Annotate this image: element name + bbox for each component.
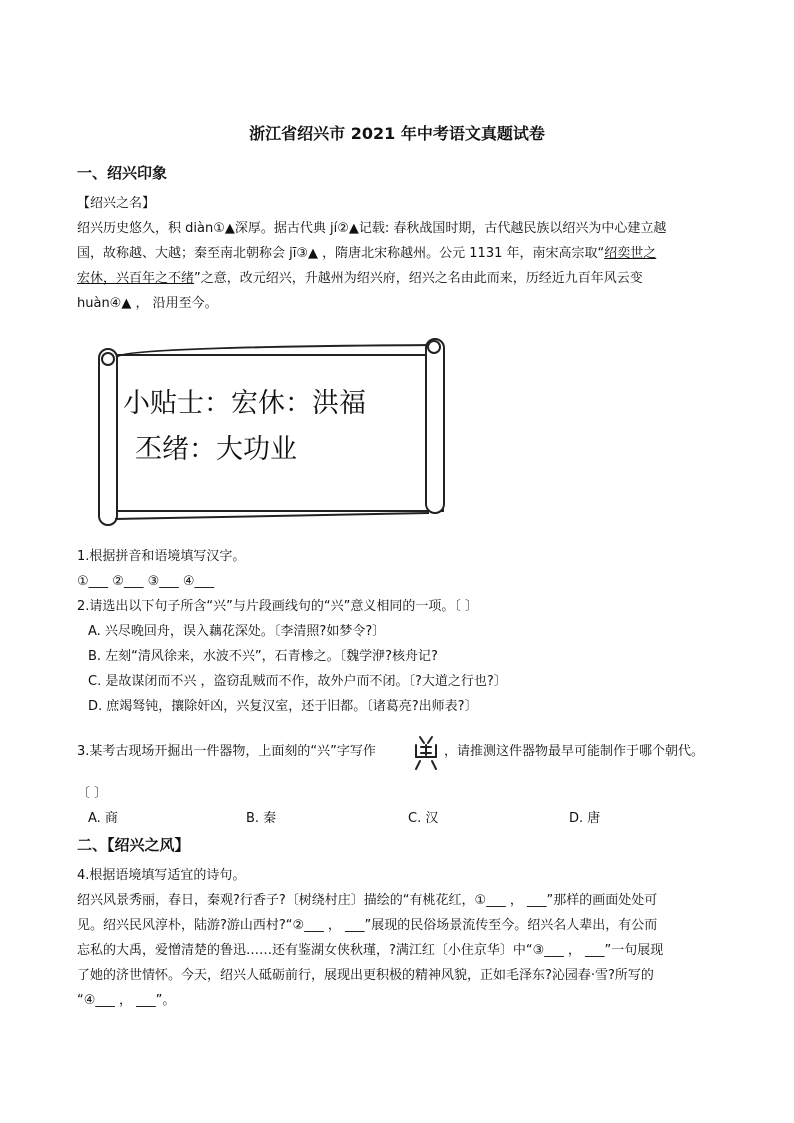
passage-line-4: [77, 295, 218, 313]
scroll-tip-figure: [93, 333, 458, 530]
question-3-option-c: C. 汉: [408, 811, 439, 826]
question-2-option-b: B. 左刻“清风徐来，水波不兴”，石青椮之。〔魏学洢?核舟记?: [88, 649, 438, 664]
question-2-option-c: C. 是故谋闭而不兴 ，盗窃乱贼而不作，故外户而不闭。〔?大道之行也?〕: [88, 674, 507, 689]
question-4-line-5: “④___ ， ___”。: [77, 993, 176, 1008]
question-1: 1.根据拼音和语境填写汉字。: [77, 549, 246, 564]
question-4-line-1: 绍兴风景秀丽，春日，秦观?行香子?〔树绕村庄〕描绘的“有桃花红，①___ ， ___”那样的画面处处可: [77, 893, 658, 908]
ancient-xing-glyph-icon: [412, 733, 440, 771]
question-2-option-a: A. 兴尽晚回舟，误入藕花深处。〔李清照?如梦令?〕: [88, 624, 386, 639]
question-3-text-after: ，请推测这件器物最早可能制作于哪个朝代。: [444, 744, 705, 759]
passage-line-1: [77, 220, 666, 238]
underlined-quote: 绍奕世之: [604, 246, 657, 261]
question-1-blanks: ①___ ②___ ③___ ④___: [77, 574, 215, 589]
question-4-line-3: 忘私的大禹，爱憎清楚的鲁迅……还有鉴湖女侠秋瑾，?满江红〔小住京华〕中“③___ ， ___”一句展现: [77, 943, 664, 958]
passage-line-2: [77, 245, 656, 263]
question-4: 4.根据语境填写适宜的诗句。: [77, 868, 246, 883]
question-3-text-before: 3.某考古现场开掘出一件器物，上面刻的“兴”字写作: [77, 744, 376, 759]
underlined-quote: 宏休，兴百年之不绪: [77, 271, 195, 286]
question-3-option-b: B. 秦: [246, 811, 277, 826]
question-2-option-d: D. 庶竭驽钝，攘除奸凶，兴复汉室，还于旧都。〔诸葛亮?出师表?〕: [88, 699, 478, 714]
passage-text: huàn④▲ ， 沿用至今。: [77, 296, 218, 311]
question-4-line-4: 了她的济世情怀。今天，绍兴人砥砺前行，展现出更积极的精神风貌，正如毛泽东?沁园春·雪?所写的: [77, 968, 654, 983]
section-heading-2: 二、【绍兴之风】: [77, 836, 190, 854]
question-3-paren: 〔 〕: [77, 786, 108, 801]
passage-text: ”之意，改元绍兴，升越州为绍兴府，绍兴之名由此而来，历经近九百年风云变: [194, 271, 643, 286]
subheading-shaoxing-name: 【绍兴之名】: [77, 196, 156, 211]
page-title: 浙江省绍兴市 2021 年中考语文真题试卷: [249, 124, 545, 143]
question-2: 2.请选出以下句子所含“兴”与片段画线句的“兴”意义相同的一项。〔 〕: [77, 599, 478, 614]
scroll-line-1: 小贴士：宏休：洪福: [123, 388, 366, 419]
passage-line-3: [77, 270, 643, 288]
scroll-line-2: 丕绪：大功业: [135, 434, 297, 465]
question-3-option-d: D. 唐: [569, 811, 601, 826]
passage-text: 绍兴历史悠久，积 diàn①▲深厚。据古代典 jí②▲记载: 春秋战国时期，古代越民族以绍兴为中心建立越: [77, 221, 667, 236]
passage-text: 国，故称越、大越；秦至南北朝称会 jī③▲ ，隋唐北宋称越州。公元 1131 年，南宋高宗取“: [77, 246, 605, 261]
section-heading-1: 一、绍兴印象: [77, 164, 168, 182]
question-3-option-a: A. 商: [88, 811, 118, 826]
question-4-line-2: 见。绍兴民风淳朴，陆游?游山西村?“②___ ， ___”展现的民俗场景流传至今。绍兴名人辈出，有公而: [77, 918, 658, 933]
